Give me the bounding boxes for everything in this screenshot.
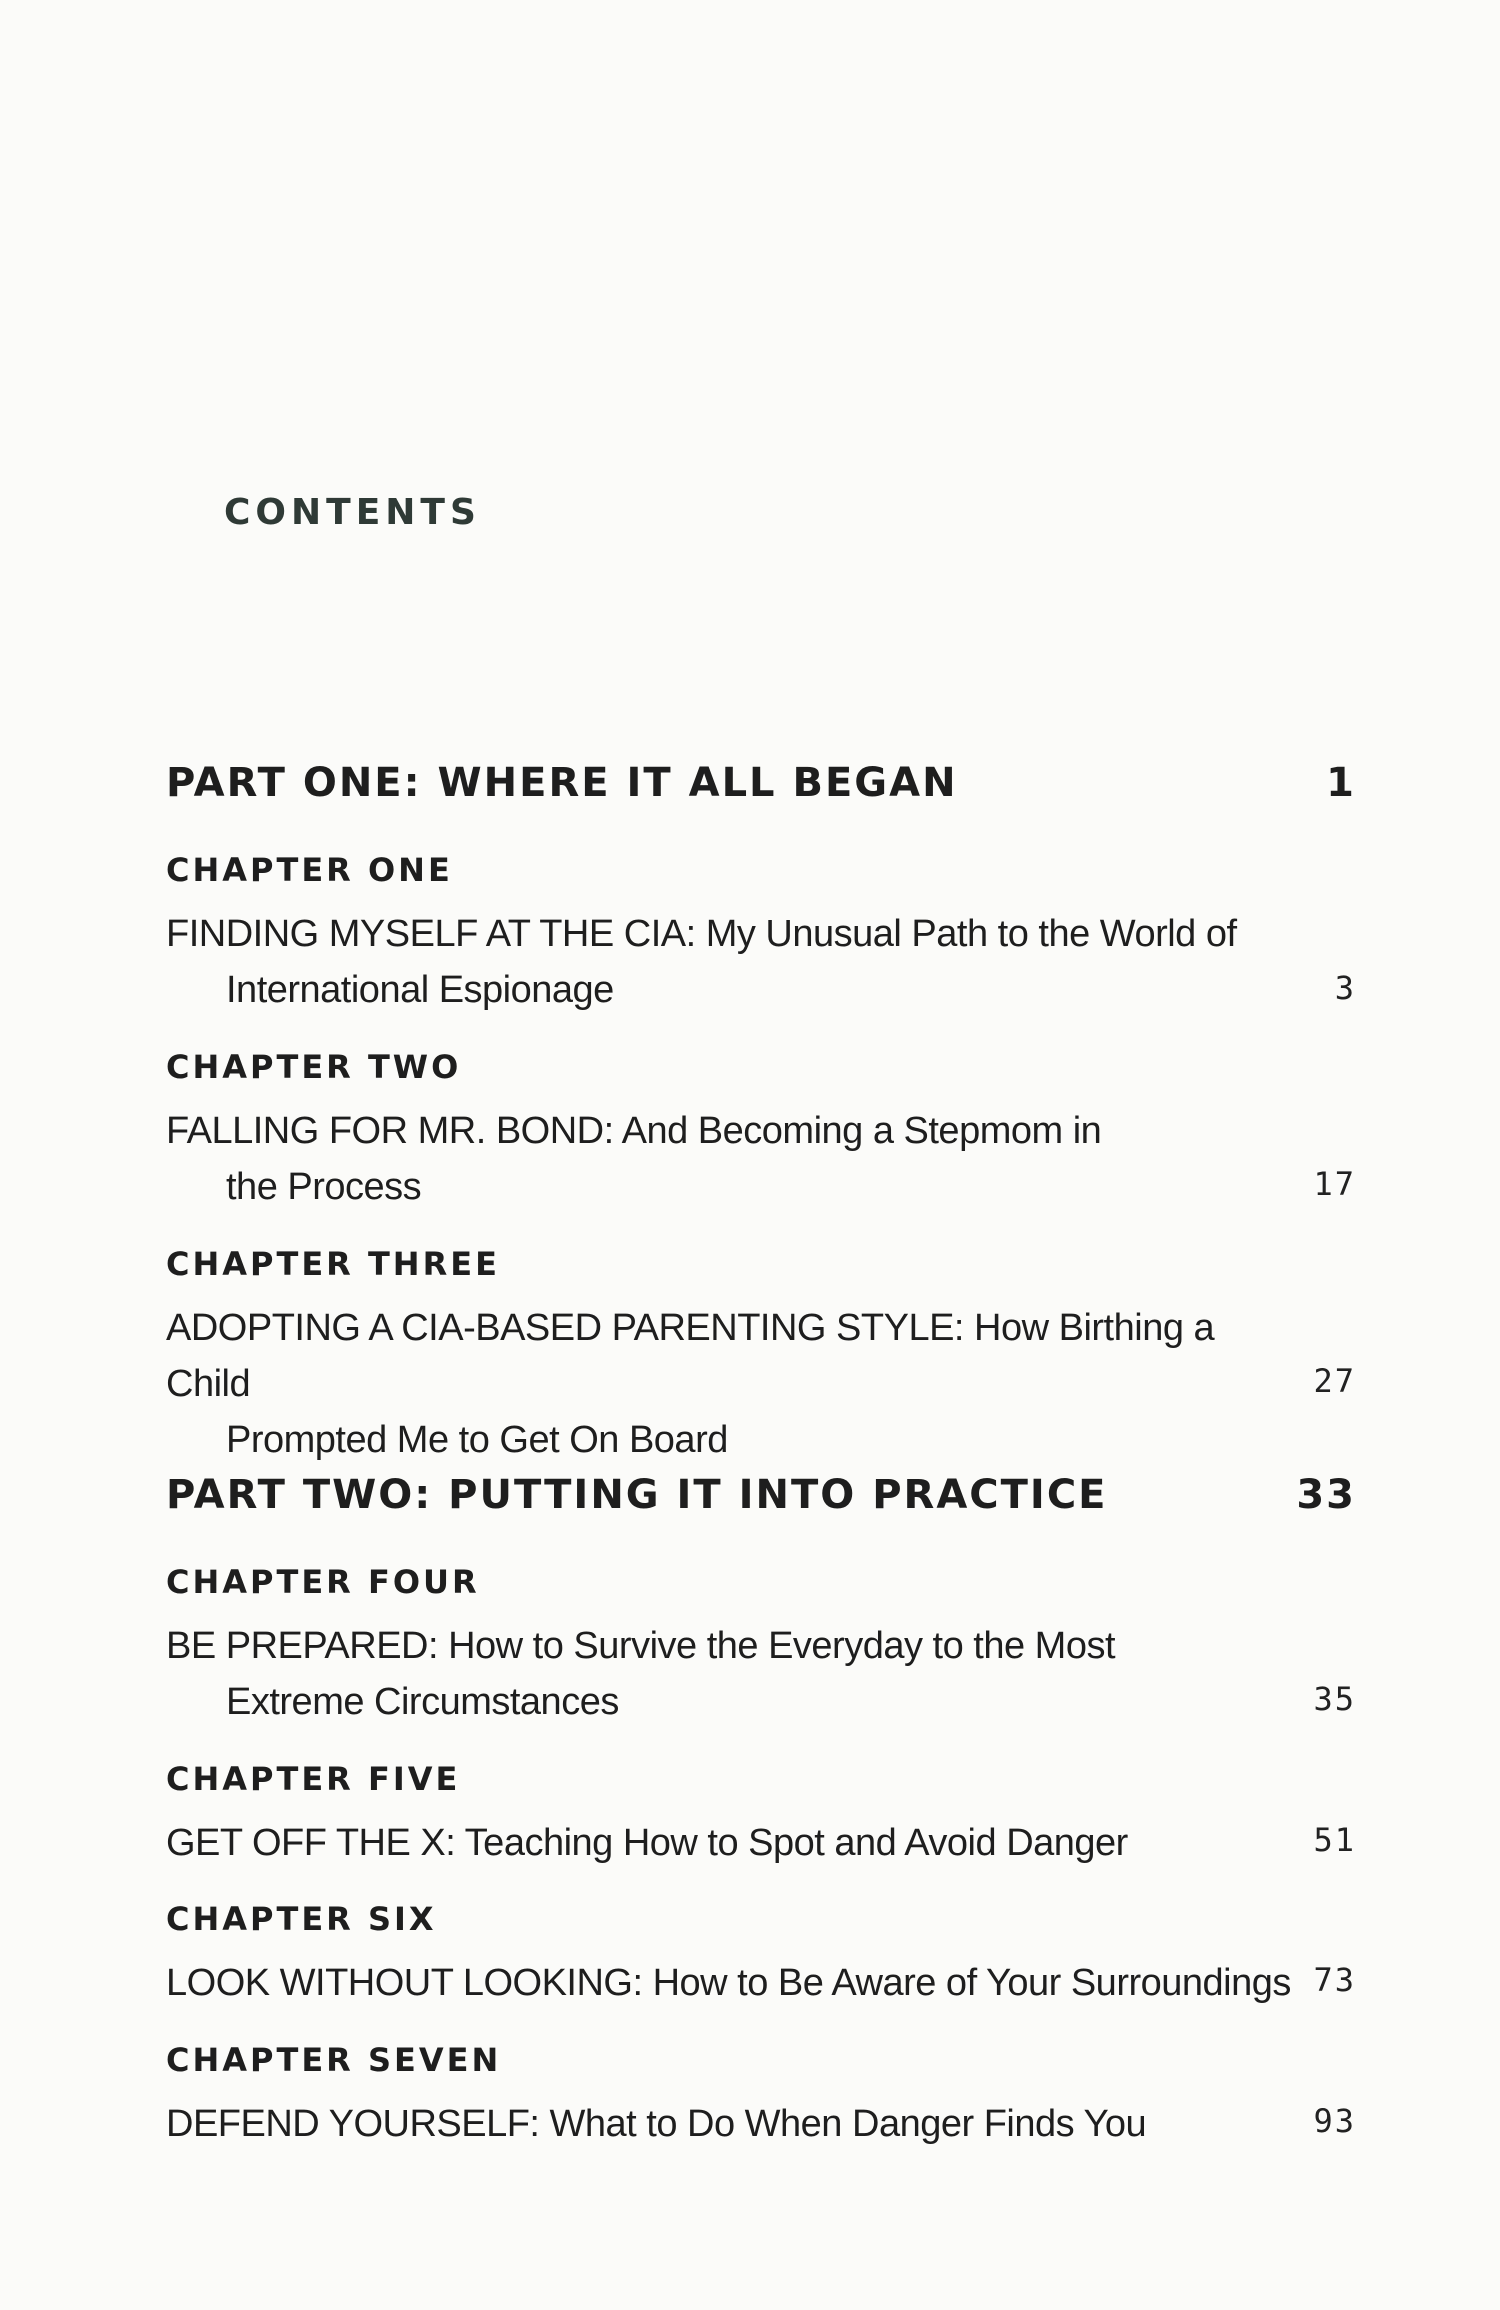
part-two-entry xyxy=(166,1472,1356,1518)
chapter-label: CHAPTER SEVEN xyxy=(166,2041,502,2079)
chapter-label: CHAPTER FOUR xyxy=(166,1563,480,1601)
chapter-label: CHAPTER TWO xyxy=(166,1048,462,1086)
chapter-title-lead: GET OFF THE X: xyxy=(166,1822,456,1864)
chapter-title-text: And Becoming a Stepmom in xyxy=(613,1110,1102,1152)
chapter-title-continuation: International Espionage xyxy=(226,969,614,1011)
chapter-page-number: 93 xyxy=(1313,2102,1356,2140)
chapter-page-number: 17 xyxy=(1313,1165,1356,1203)
chapter-page-number: 51 xyxy=(1313,1821,1356,1859)
part-page-number: 1 xyxy=(1326,760,1356,806)
chapter-title-text: What to Do When Danger Finds You xyxy=(539,2103,1147,2145)
chapter-entry xyxy=(166,1899,1356,2011)
chapter-page-number: 73 xyxy=(1313,1961,1356,1999)
part-page-number: 33 xyxy=(1296,1472,1356,1518)
chapter-title xyxy=(166,1103,1296,1215)
chapter-title xyxy=(166,2096,1296,2152)
chapter-page-number: 27 xyxy=(1313,1362,1356,1400)
chapter-title-text: My Unusual Path to the World of xyxy=(695,913,1237,955)
chapter-label: CHAPTER ONE xyxy=(166,851,453,889)
chapter-title-text: How to Survive the Everyday to the Most xyxy=(438,1625,1116,1667)
part-one-entry xyxy=(166,760,1356,806)
chapter-label: CHAPTER SIX xyxy=(166,1900,437,1938)
chapter-entry xyxy=(166,1047,1356,1215)
part-title: PART TWO: PUTTING IT INTO PRACTICE xyxy=(166,1472,1108,1518)
chapter-title xyxy=(166,1815,1296,1871)
chapter-title xyxy=(166,1300,1296,1468)
chapter-entry xyxy=(166,1759,1356,1871)
chapter-entry xyxy=(166,850,1356,1018)
chapter-entry xyxy=(166,1562,1356,1730)
part-title: PART ONE: WHERE IT ALL BEGAN xyxy=(166,760,958,806)
chapter-title-text: Teaching How to Spot and Avoid Danger xyxy=(455,1822,1128,1864)
chapter-label: CHAPTER FIVE xyxy=(166,1760,461,1798)
chapter-title xyxy=(166,1618,1296,1730)
chapter-title-continuation: Extreme Circumstances xyxy=(226,1681,619,1723)
chapter-title-text: How Birthing a Child xyxy=(166,1307,1215,1405)
contents-heading: CONTENTS xyxy=(224,492,481,533)
chapter-entry xyxy=(166,1244,1356,1468)
chapter-title xyxy=(166,1955,1296,2011)
chapter-title xyxy=(166,906,1296,1018)
chapter-title-text: How to Be Aware of Your Surroundings xyxy=(642,1962,1291,2004)
chapter-entry xyxy=(166,2040,1356,2152)
chapter-title-continuation: the Process xyxy=(226,1166,422,1208)
chapter-title-lead: FALLING FOR MR. BOND: xyxy=(166,1110,614,1152)
chapter-page-number: 3 xyxy=(1334,969,1356,1007)
chapter-title-lead: BE PREPARED: xyxy=(166,1625,439,1667)
chapter-page-number: 35 xyxy=(1313,1680,1356,1718)
chapter-title-continuation: Prompted Me to Get On Board xyxy=(226,1419,728,1461)
chapter-title-lead: FINDING MYSELF AT THE CIA: xyxy=(166,913,696,955)
chapter-title-lead: ADOPTING A CIA-BASED PARENTING STYLE: xyxy=(166,1307,964,1349)
chapter-title-lead: LOOK WITHOUT LOOKING: xyxy=(166,1962,643,2004)
chapter-title-lead: DEFEND YOURSELF: xyxy=(166,2103,540,2145)
chapter-label: CHAPTER THREE xyxy=(166,1245,500,1283)
